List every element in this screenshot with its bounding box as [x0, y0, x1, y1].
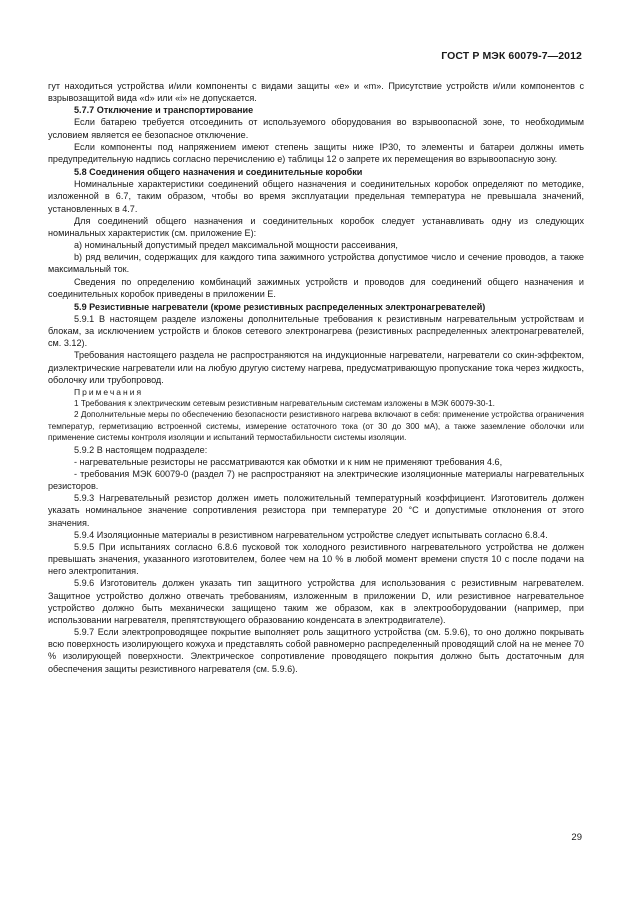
paragraph: 5.9.5 При испытаниях согласно 6.8.6 пусковой ток холодного резистивного нагревательного устройства не должен превышать значения, указанного изготовителем, более чем на 10 % в любой момент времени спустя 10 с после подачи на него электропитания. — [48, 541, 584, 577]
section-heading-5-8: 5.8 Соединения общего назначения и соединительные коробки — [74, 167, 363, 178]
paragraph: 5.9.1 В настоящем разделе изложены дополнительные требования к резистивным нагревательным устройствам и блокам, за исключением устройств и блоков сетевого электронагрева (резистивных распределенных электронагревателей, см. 3.12). — [48, 313, 584, 349]
list-item: - требования МЭК 60079-0 (раздел 7) не распространяют на электрические изоляционные материалы нагревательных резисторов. — [48, 469, 584, 492]
paragraph: Для соединений общего назначения и соединительных коробок следует устанавливать одну из следующих номинальных характеристик (см. приложение Е): — [48, 215, 584, 238]
page-header: ГОСТ Р МЭК 60079-7—2012 — [441, 50, 582, 62]
paragraph: Сведения по определению комбинаций зажимных устройств и проводов для соединений общего назначения и соединительных коробок приведены в приложении Е. — [48, 276, 584, 299]
paragraph: Номинальные характеристики соединений общего назначения и соединительных коробок определяют по методике, изложенной в 6.7, таким образом, чтобы во время эксплуатации предельная температура не превышала значений, установленных в 4.7. — [48, 179, 584, 214]
note-item: 1 Требования к электрическим сетевым резистивным нагревательным системам изложены в МЭК 60079-30-1. — [74, 399, 495, 409]
paragraph: Требования настоящего раздела не распространяются на индукционные нагреватели, нагреватели со скин-эффектом, диэлектрические нагреватели или на любую другую систему нагрева, предусматривающую пропускание тока через жидкость, оболочку или трубопровод. — [48, 350, 584, 385]
paragraph: гут находиться устройства и/или компоненты с видами защиты «е» и «m». Присутствие устройств и/или компонентов с взрывозащитой вида «d» или «i» не допускается. — [48, 81, 584, 104]
paragraph: 5.9.7 Если электропроводящее покрытие выполняет роль защитного устройства (см. 5.9.6), то оно должно покрывать всю поверхность изолирующего кожуха и представлять собой равномерно распределенный проводящий слой на не менее 70 % изолирующей поверхности. Электрическое сопротивление проводящего покрытия должно быть достаточным для обеспечения защиты резистивного нагревателя (см. 5.9.6). — [48, 627, 584, 674]
section-heading-5-9: 5.9 Резистивные нагреватели (кроме резистивных распределенных электронагревателей) — [74, 301, 486, 312]
list-item: b) ряд величин, содержащих для каждого типа зажимного устройства допустимое число и сечение проводов, а также максимальный ток. — [48, 252, 584, 275]
notes-title: Примечания — [74, 386, 144, 397]
page-number: 29 — [571, 832, 582, 843]
note-item: 2 Дополнительные меры по обеспечению безопасности резистивного нагрева включают в себя: применение устройства ограничения температур, герметизацию встроенной системы, измерение остаточного тока (от 30 до 300 мА), а также заземление оболочки или применение системы контроля изоляции и испытаний термостабильности системы изоляции. — [48, 410, 584, 443]
list-item: a) номинальный допустимый предел максимальной мощности рассеивания, — [74, 240, 398, 251]
paragraph: 5.9.3 Нагревательный резистор должен иметь положительный температурный коэффициент. Изготовитель должен указать номинальное значение сопротивления резистора при температуре 20 °C и допустимые отклонения от этого значения. — [48, 493, 584, 528]
document-body — [48, 80, 584, 675]
list-item: - нагревательные резисторы не рассматриваются как обмотки и к ним не применяют требования 4.6, — [74, 456, 503, 467]
paragraph: 5.9.6 Изготовитель должен указать тип защитного устройства для использования с резистивным нагревателем. Защитное устройство должно отвечать требованиям, изложенным в приложении D, или резистивное нагревательное устройство должно быть механически защищено таким же образом, как в электрооборудовании (например, при использовании нагревателя, препятствующего образованию конденсата в электродвигателе). — [48, 578, 584, 625]
section-heading-5-7-7: 5.7.7 Отключение и транспортирование — [74, 105, 254, 116]
paragraph: 5.9.2 В настоящем подразделе: — [74, 444, 208, 455]
paragraph: 5.9.4 Изоляционные материалы в резистивном нагревательном устройстве следует испытывать согласно 6.8.4. — [74, 529, 548, 540]
paragraph: Если батарею требуется отсоединить от используемого оборудования во взрывоопасной зоне, то необходимым условием является ее безопасное отключение. — [48, 117, 584, 140]
paragraph: Если компоненты под напряжением имеют степень защиты ниже IP30, то элементы и батареи должны иметь предупредительную надпись согласно перечислению е) таблицы 12 о запрете их перемещения во взрывоопасную зону. — [48, 141, 584, 164]
